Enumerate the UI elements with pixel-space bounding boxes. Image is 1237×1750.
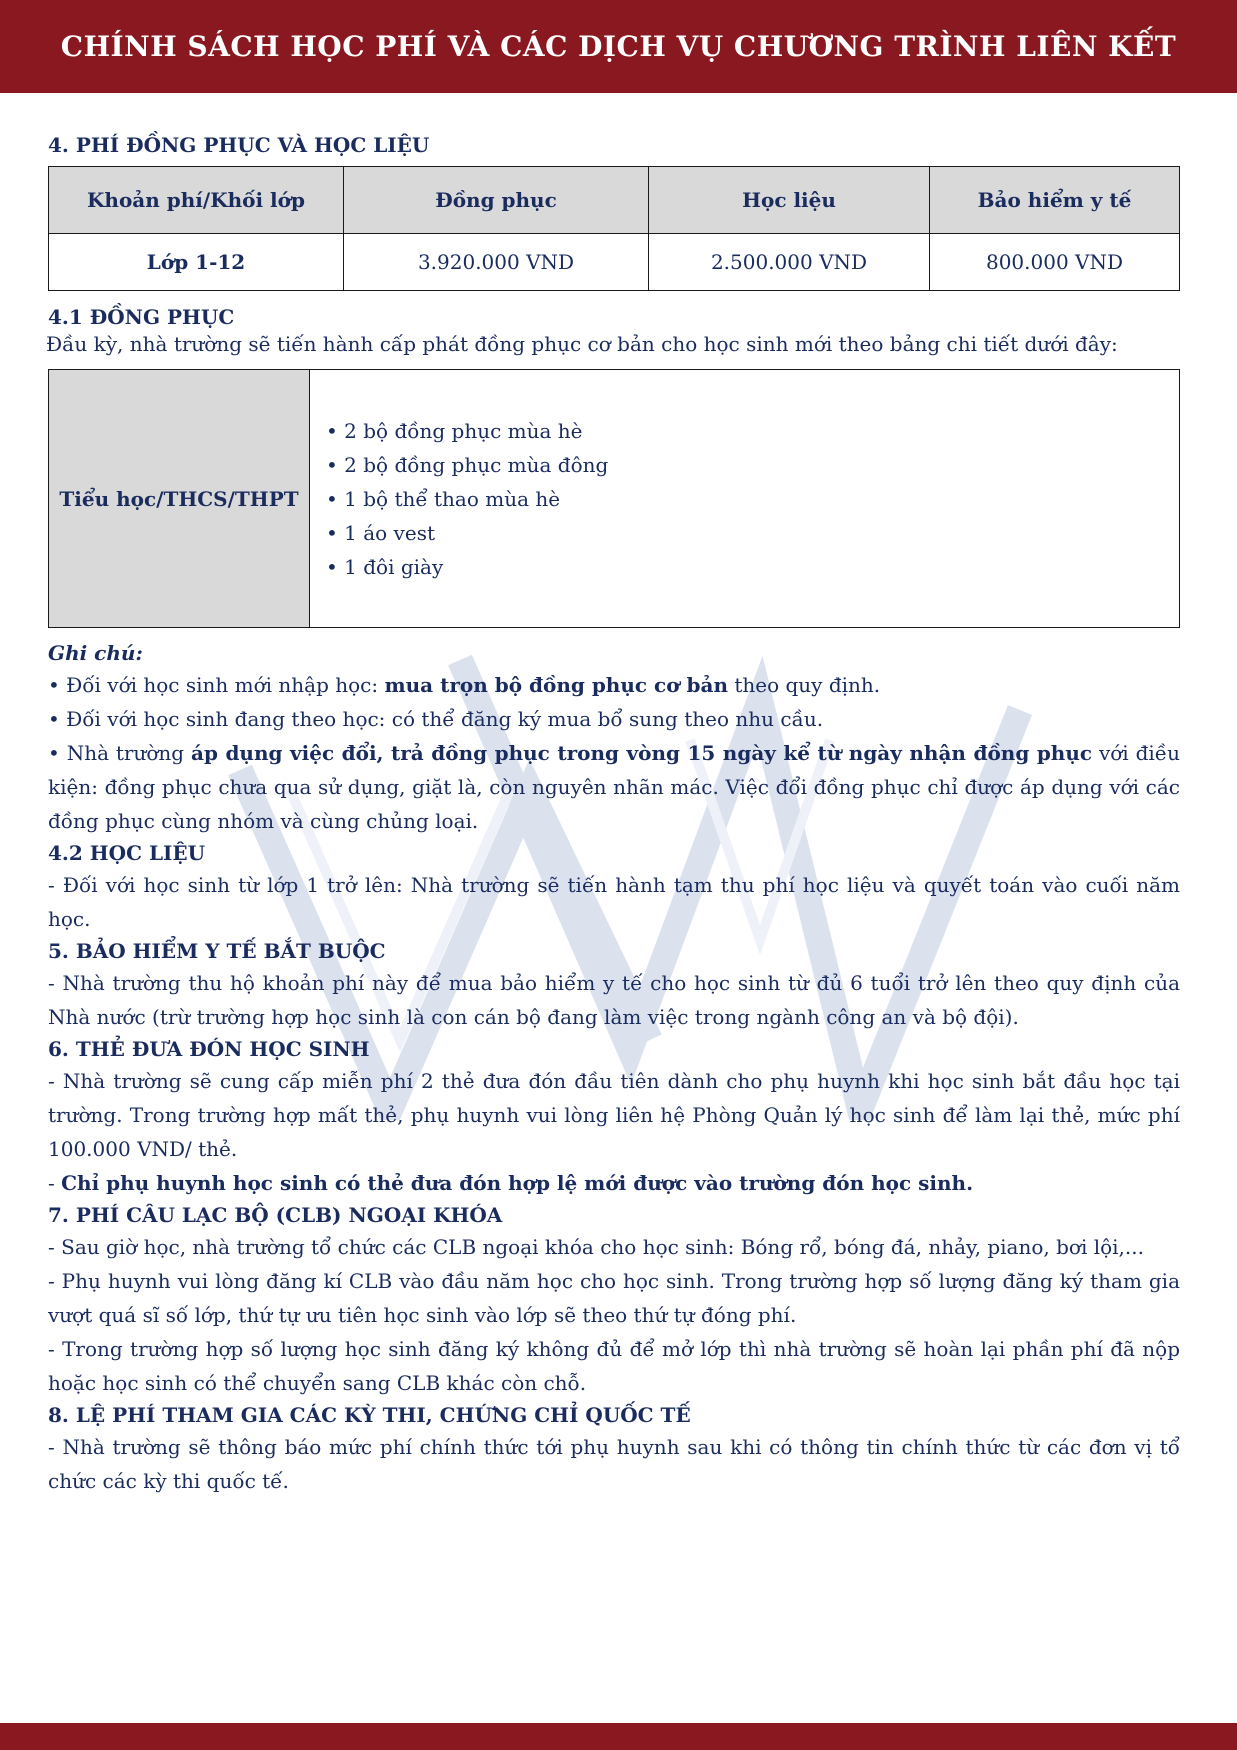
note-bold-text: Chỉ phụ huynh học sinh có thẻ đưa đón hợp lệ mới được vào trường đón học sinh. [61, 1171, 974, 1195]
note-bold-text: mua trọn bộ đồng phục cơ bản [384, 673, 728, 697]
section-7-line: - Trong trường hợp số lượng học sinh đăng ký không đủ để mở lớp thì nhà trường sẽ hoàn lại phần phí đã nộp hoặc học sinh có thể chuyển sang CLB khác còn chỗ. [48, 1337, 1180, 1395]
note-text: - [48, 1171, 62, 1195]
note-text: • Đối với học sinh mới nhập học: [48, 673, 385, 697]
uniform-items [310, 370, 1180, 628]
section-7-line: - Phụ huynh vui lòng đăng kí CLB vào đầu năm học cho học sinh. Trong trường hợp số lượng đăng ký tham gia vượt quá sĩ số lớp, thứ tự ưu tiên học sinh vào lớp sẽ theo thứ tự đóng phí. [48, 1269, 1180, 1327]
page-header [0, 0, 1237, 93]
note-item [48, 668, 1180, 702]
note-item: • Đối với học sinh đang theo học: có thể đăng ký mua bổ sung theo nhu cầu. [48, 707, 824, 731]
table-header-cell: Học liệu [649, 167, 930, 234]
table-cell: 3.920.000 VND [344, 234, 649, 291]
note-text: với điều kiện: đồng phục chưa qua sử dụng, giặt là, còn nguyên nhãn mác. Việc đổi đồng phục chỉ được áp dụng với các đồng phục cùng nhóm và cùng chủng loại. [48, 741, 1180, 833]
list-item: • 1 áo vest [326, 520, 435, 545]
section-6-text-2 [48, 1166, 1180, 1200]
section-5-text: - Nhà trường thu hộ khoản phí này để mua bảo hiểm y tế cho học sinh từ đủ 6 tuổi trở lên theo quy định của Nhà nước (trừ trường hợp học sinh là con cán bộ đang làm việc trong ngành công an và bộ đội). [48, 971, 1180, 1029]
section-8-title: 8. LỆ PHÍ THAM GIA CÁC KỲ THI, CHỨNG CHỈ QUỐC TẾ [48, 1403, 691, 1427]
section-8-text: - Nhà trường sẽ thông báo mức phí chính thức tới phụ huynh sau khi có thông tin chính thức từ các đơn vị tổ chức các kỳ thi quốc tế. [48, 1435, 1180, 1493]
table-cell: 2.500.000 VND [649, 234, 930, 291]
section-4-title: 4. PHÍ ĐỒNG PHỤC VÀ HỌC LIỆU [48, 133, 430, 157]
section-42-title: 4.2 HỌC LIỆU [48, 841, 206, 865]
table-header-cell: Khoản phí/Khối lớp [49, 167, 344, 234]
section-7-title: 7. PHÍ CÂU LẠC BỘ (CLB) NGOẠI KHÓA [48, 1203, 503, 1227]
note-title: Ghi chú: [48, 641, 143, 665]
list-item: • 2 bộ đồng phục mùa đông [326, 452, 609, 477]
note-item [48, 736, 1180, 838]
section-7-line: - Sau giờ học, nhà trường tổ chức các CLB ngoại khóa cho học sinh: Bóng rổ, bóng đá, nhảy, piano, bơi lội,... [48, 1235, 1144, 1259]
table-row [49, 234, 1180, 291]
table-header-row [49, 167, 1180, 234]
note-text: theo quy định. [727, 673, 881, 697]
table-row [49, 370, 1180, 628]
section-41-intro: Đầu kỳ, nhà trường sẽ tiến hành cấp phát đồng phục cơ bản cho học sinh mới theo bảng chi tiết dưới đây: [46, 332, 1118, 356]
list-item: • 2 bộ đồng phục mùa hè [326, 418, 583, 443]
table-header-cell: Bảo hiểm y tế [930, 167, 1180, 234]
uniform-table [48, 369, 1180, 628]
fee-table [48, 166, 1180, 291]
note-text: • Nhà trường [48, 741, 191, 765]
table-header-cell: Đồng phục [344, 167, 649, 234]
section-42-text: - Đối với học sinh từ lớp 1 trở lên: Nhà trường sẽ tiến hành tạm thu phí học liệu và quyết toán vào cuối năm học. [48, 873, 1180, 931]
section-5-title: 5. BẢO HIỂM Y TẾ BẮT BUỘC [48, 939, 386, 963]
footer-bar [0, 1723, 1237, 1750]
content [48, 130, 1180, 1498]
section-6-title: 6. THẺ ĐƯA ĐÓN HỌC SINH [48, 1037, 370, 1061]
table-cell: 800.000 VND [930, 234, 1180, 291]
section-6-text: - Nhà trường sẽ cung cấp miễn phí 2 thẻ đưa đón đầu tiên dành cho phụ huynh khi học sinh bắt đầu học tại trường. Trong trường hợp mất thẻ, phụ huynh vui lòng liên hệ Phòng Quản lý học sinh để làm lại thẻ, mức phí 100.000 VND/ thẻ. [48, 1069, 1180, 1161]
page-title: CHÍNH SÁCH HỌC PHÍ VÀ CÁC DỊCH VỤ CHƯƠNG TRÌNH LIÊN KẾT [60, 30, 1177, 63]
list-item: • 1 bộ thể thao mùa hè [326, 486, 561, 511]
list-item: • 1 đôi giày [326, 554, 444, 579]
table-cell: Lớp 1-12 [49, 234, 344, 291]
section-41-title: 4.1 ĐỒNG PHỤC [48, 305, 235, 329]
uniform-table-label: Tiểu học/THCS/THPT [49, 370, 310, 628]
note-bold-text: áp dụng việc đổi, trả đồng phục trong vòng 15 ngày kể từ ngày nhận đồng phục [191, 741, 1093, 765]
